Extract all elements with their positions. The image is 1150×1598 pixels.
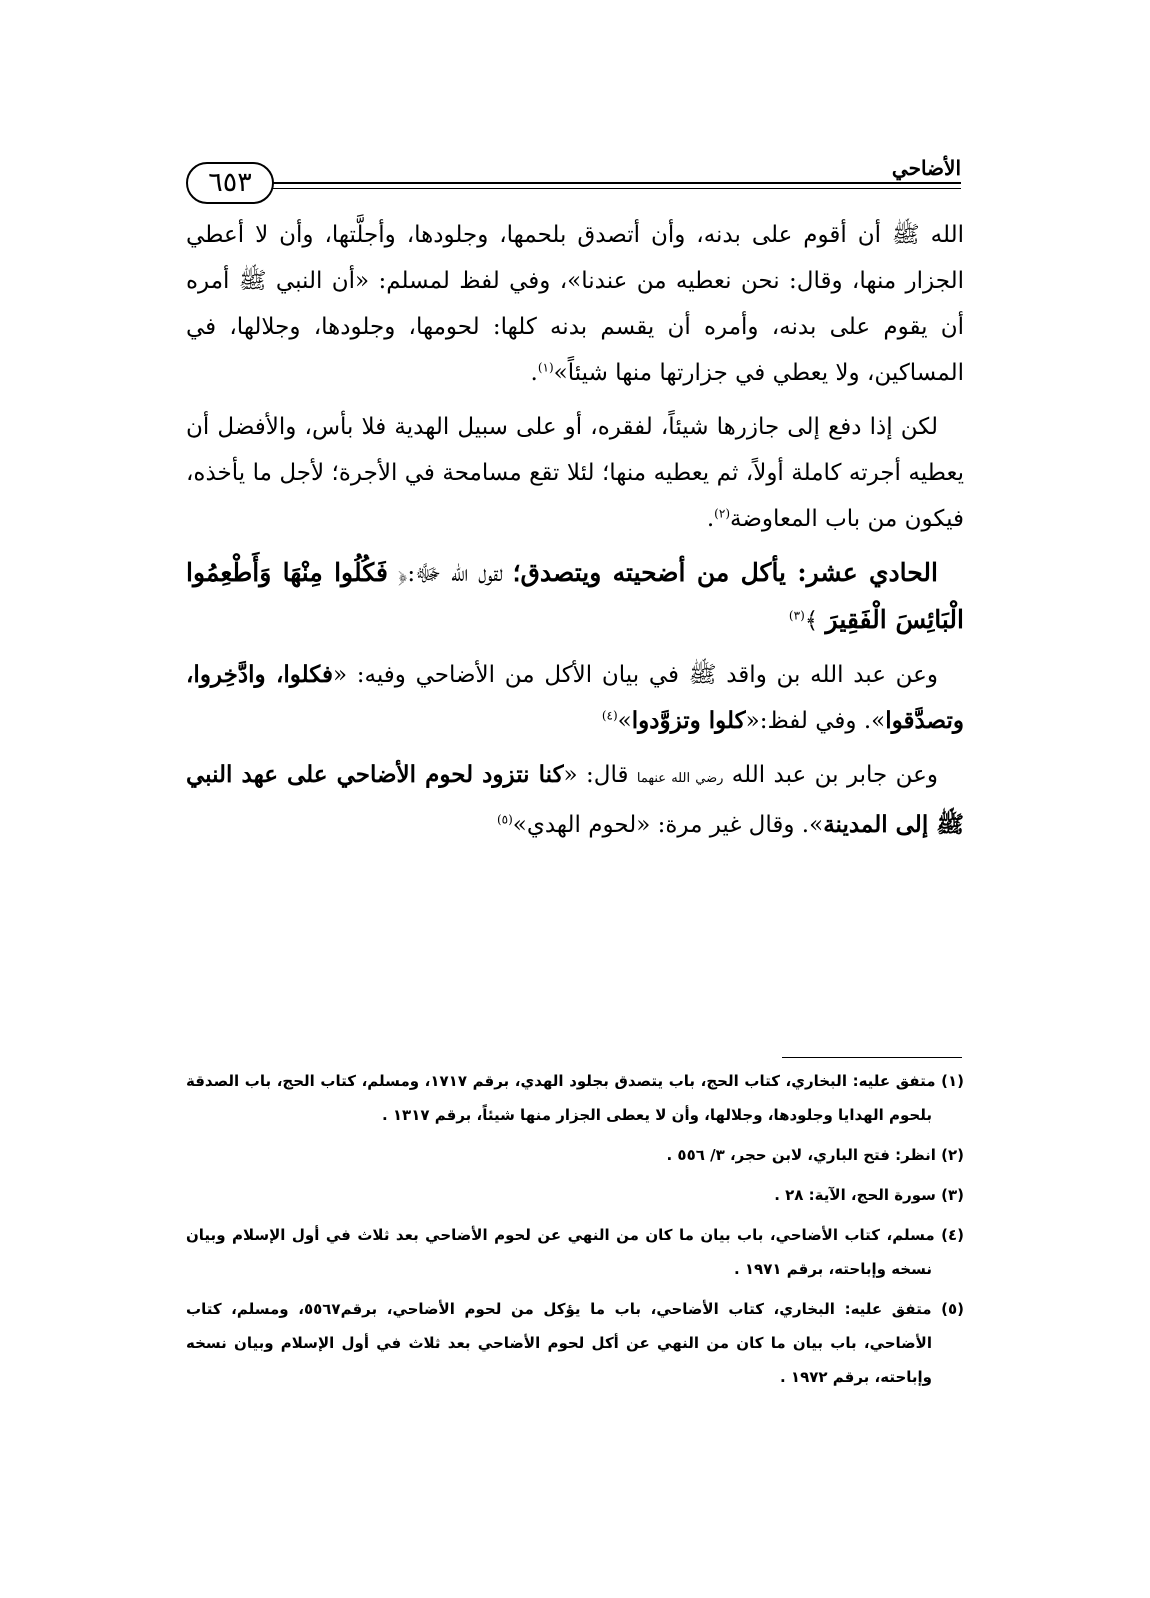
footnote-3: (٣) سورة الحج، الآية: ٢٨ . [774, 1186, 964, 1204]
section-heading: الحادي عشر: يأكل من أضحيته ويتصدق؛ [512, 558, 938, 587]
header-rule-thin [268, 188, 961, 189]
paragraph-4-close: » [617, 708, 632, 734]
paragraph-5-said: قال: « [563, 762, 637, 788]
paragraph-2 [186, 404, 964, 542]
paragraph-5-intro: وعن جابر بن عبد الله [723, 762, 938, 788]
footnote-ref-2: (٢) [714, 506, 730, 521]
page-number: ٦٥٣ [186, 162, 274, 204]
footnote-ref-5: (٥) [496, 812, 513, 827]
paragraph-4-intro: وعن عبد الله بن واقد ﷺ في بيان الأكل من الأضاحي وفيه: « [333, 662, 938, 688]
footnote-4: (٤) مسلم، كتاب الأضاحي، باب بيان ما كان من النهي عن لحوم الأضاحي بعد ثلاث في أول الإسلام وبيان نسخه وإباحته، برقم ١٩٧١ . [186, 1226, 964, 1278]
paragraph-5-mid: ». وقال غير مرة: «لحوم الهدي» [512, 812, 824, 838]
main-text [186, 212, 964, 848]
footnote-5: (٥) متفق عليه: البخاري، كتاب الأضاحي، باب ما يؤكل من لحوم الأضاحي، برقم٥٥٦٧، ومسلم، كتاب الأضاحي، باب بيان ما كان من النهي عن أكل لحوم الأضاحي بعد ثلاث في أول الإسلام وبيان نسخه وإباحته، برقم ١٩٧٢ . [186, 1300, 964, 1386]
honorific: رضي الله عنهما [636, 771, 724, 786]
paragraph-3-intro: لقول الله ﷻ:﴿ [387, 561, 513, 587]
footnote-separator [782, 1057, 962, 1058]
paragraph-1 [186, 212, 964, 396]
hadith-quote-1: فكلوا، وادَّخِروا، وتصدَّقوا [186, 661, 964, 734]
footnote-2: (٢) انظر: فتح الباري، لابن حجر، ٣/ ٥٥٦ . [666, 1146, 964, 1164]
paragraph-2-text: لكن إذا دفع إلى جازرها شيئاً، لفقره، أو على سبيل الهدية فلا بأس، والأفضل أن يعطيه أجرته كاملة أولاً، ثم يعطيه منها؛ لئلا تقع مسامحة في الأجرة؛ لأجل ما يأخذه، فيكون من باب المعاوضة [186, 414, 964, 532]
header-rule [268, 182, 961, 184]
paragraph-2-end: . [706, 506, 715, 532]
footnote-1: (١) متفق عليه: البخاري، كتاب الحج، باب يتصدق بجلود الهدي، برقم ١٧١٧، ومسلم، كتاب الحج، باب الصدقة بلحوم الهدايا وجلودها، وجلالها، وأن لا يعطى الجزار منها شيئاً، برقم ١٣١٧ . [186, 1072, 964, 1124]
footnotes [186, 1064, 964, 1400]
footnote-ref-4: (٤) [601, 708, 618, 723]
paragraph-4-mid: ». وفي لفظ:« [745, 708, 886, 734]
verse-close: ﴾ [804, 608, 826, 634]
paragraph-4 [186, 652, 964, 744]
hadith-quote-3: كنا نتزود لحوم الأضاحي على عهد النبي ﷺ إلى المدينة [186, 761, 964, 838]
chapter-title: الأضاحي [891, 156, 961, 180]
footnote-ref-1: (١) [537, 360, 554, 375]
hadith-quote-2: كلوا وتزوَّدوا [631, 707, 746, 734]
paragraph-1-end: . [530, 360, 538, 386]
footnote-ref-3: (٣) [788, 608, 805, 623]
quran-verse: فَكُلُوا مِنْهَا وَأَطْعِمُوا الْبَائِسَ الْفَقِيرَ [186, 558, 964, 634]
paragraph-3 [186, 550, 964, 644]
paragraph-5 [186, 752, 964, 848]
paragraph-1-text: الله ﷺ أن أقوم على بدنه، وأن أتصدق بلحمها، وجلودها، وأجلَّتها، وأن لا أعطي الجزار منها، وقال: نحن نعطيه من عندنا»، وفي لفظ لمسلم: «أن النبي ﷺ أمره أن يقوم على بدنه، وأمره أن يقسم بدنه كلها: لحومها، وجلودها، وجلالها، في المساكين، ولا يعطي في جزارتها منها شيئاً» [186, 222, 964, 386]
